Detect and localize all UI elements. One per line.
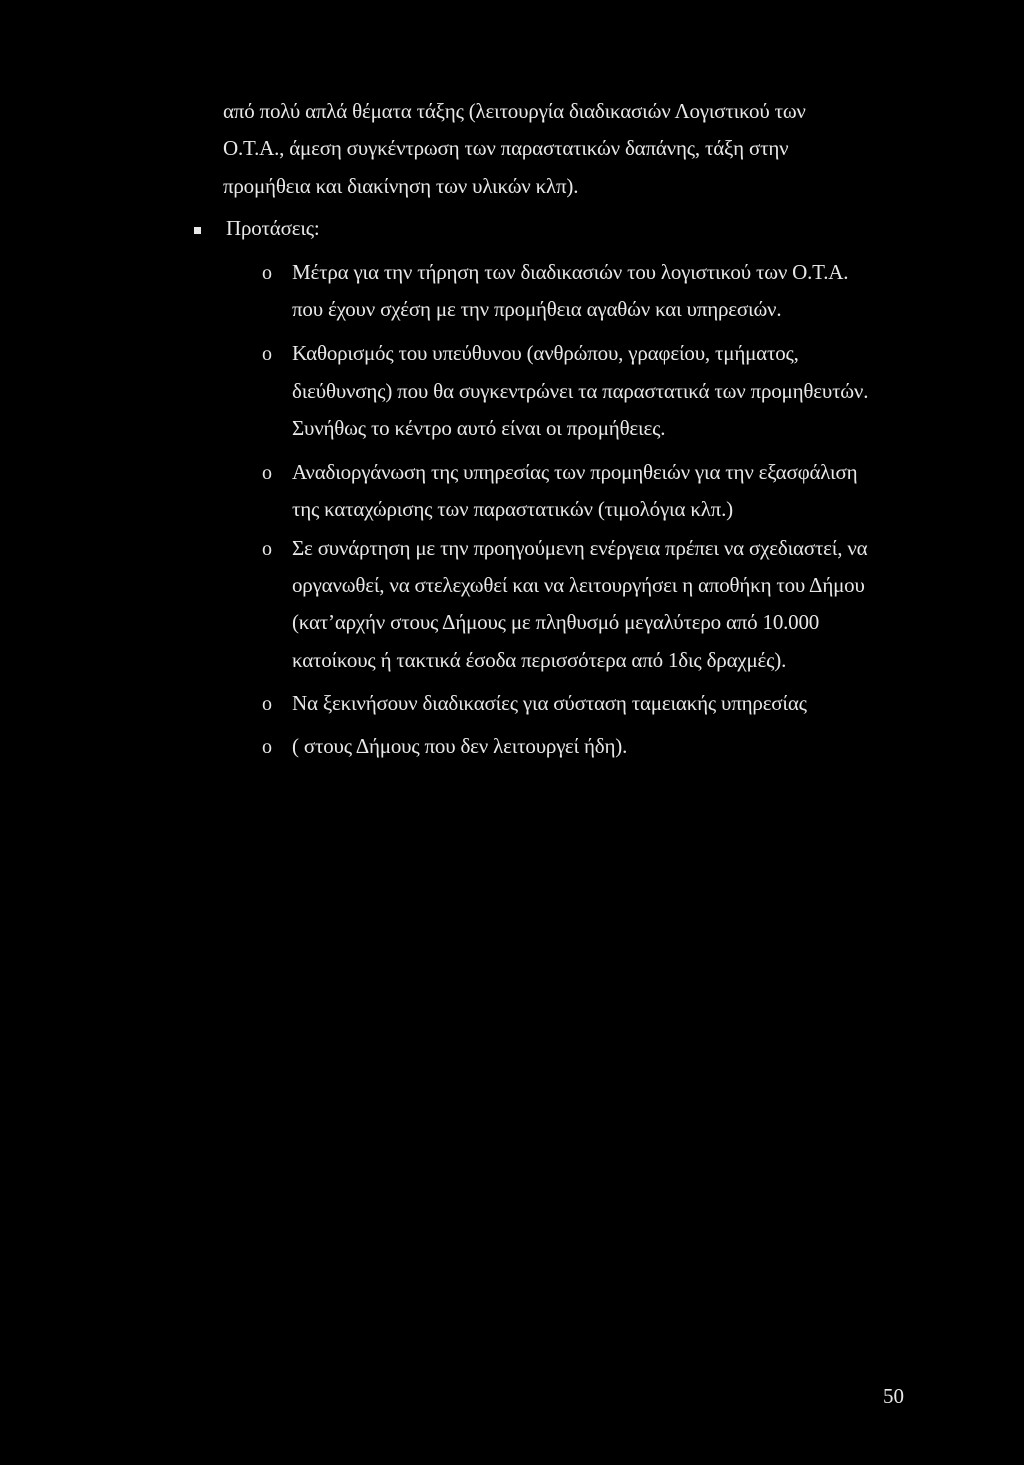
item-2-line-3: Συνήθως το κέντρο αυτό είναι οι προμήθειες. <box>292 416 666 440</box>
circle-bullet-icon: o <box>262 262 272 284</box>
circle-bullet-icon: o <box>262 693 272 715</box>
item-3-line-2: της καταχώρισης των παραστατικών (τιμολόγια κλπ.) <box>292 497 733 521</box>
circle-bullet-icon: o <box>262 736 272 758</box>
square-bullet-icon <box>194 227 201 234</box>
circle-bullet-icon: o <box>262 462 272 484</box>
item-1-line-1: Μέτρα για την τήρηση των διαδικασιών του λογιστικού των Ο.Τ.Α. <box>292 260 849 284</box>
page-number: 50 <box>883 1384 904 1408</box>
item-1-line-2: που έχουν σχέση με την προμήθεια αγαθών και υπηρεσιών. <box>292 297 782 321</box>
item-6-line-1: ( στους Δήμους που δεν λειτουργεί ήδη). <box>292 734 628 758</box>
item-5-line-1: Να ξεκινήσουν διαδικασίες για σύσταση ταμειακής υπηρεσίας <box>292 691 807 715</box>
intro-line-2: Ο.Τ.Α., άμεση συγκέντρωση των παραστατικών δαπάνης, τάξη στην <box>223 136 789 160</box>
circle-bullet-icon: o <box>262 538 272 560</box>
item-2-line-1: Καθορισμός του υπεύθυνου (ανθρώπου, γραφείου, τμήματος, <box>292 341 799 365</box>
item-3-line-1: Αναδιοργάνωση της υπηρεσίας των προμηθειών για την εξασφάλιση <box>292 460 858 484</box>
item-4-line-3: (κατ’αρχήν στους Δήμους με πληθυσμό μεγαλύτερο από 10.000 <box>292 610 820 634</box>
item-4-line-2: οργανωθεί, να στελεχωθεί και να λειτουργήσει η αποθήκη του Δήμου <box>292 573 865 597</box>
item-2-line-2: διεύθυνσης) που θα συγκεντρώνει τα παραστατικά των προμηθευτών. <box>292 379 869 403</box>
intro-line-3: προμήθεια και διακίνηση των υλικών κλπ). <box>223 174 579 198</box>
circle-bullet-icon: o <box>262 343 272 365</box>
proposals-heading: Προτάσεις: <box>226 216 320 240</box>
item-4-line-1: Σε συνάρτηση με την προηγούμενη ενέργεια πρέπει να σχεδιαστεί, να <box>292 536 868 560</box>
item-4-line-4: κατοίκους ή τακτικά έσοδα περισσότερα από 1δις δραχμές). <box>292 648 787 672</box>
intro-line-1: από πολύ απλά θέματα τάξης (λειτουργία διαδικασιών Λογιστικού των <box>223 99 806 123</box>
